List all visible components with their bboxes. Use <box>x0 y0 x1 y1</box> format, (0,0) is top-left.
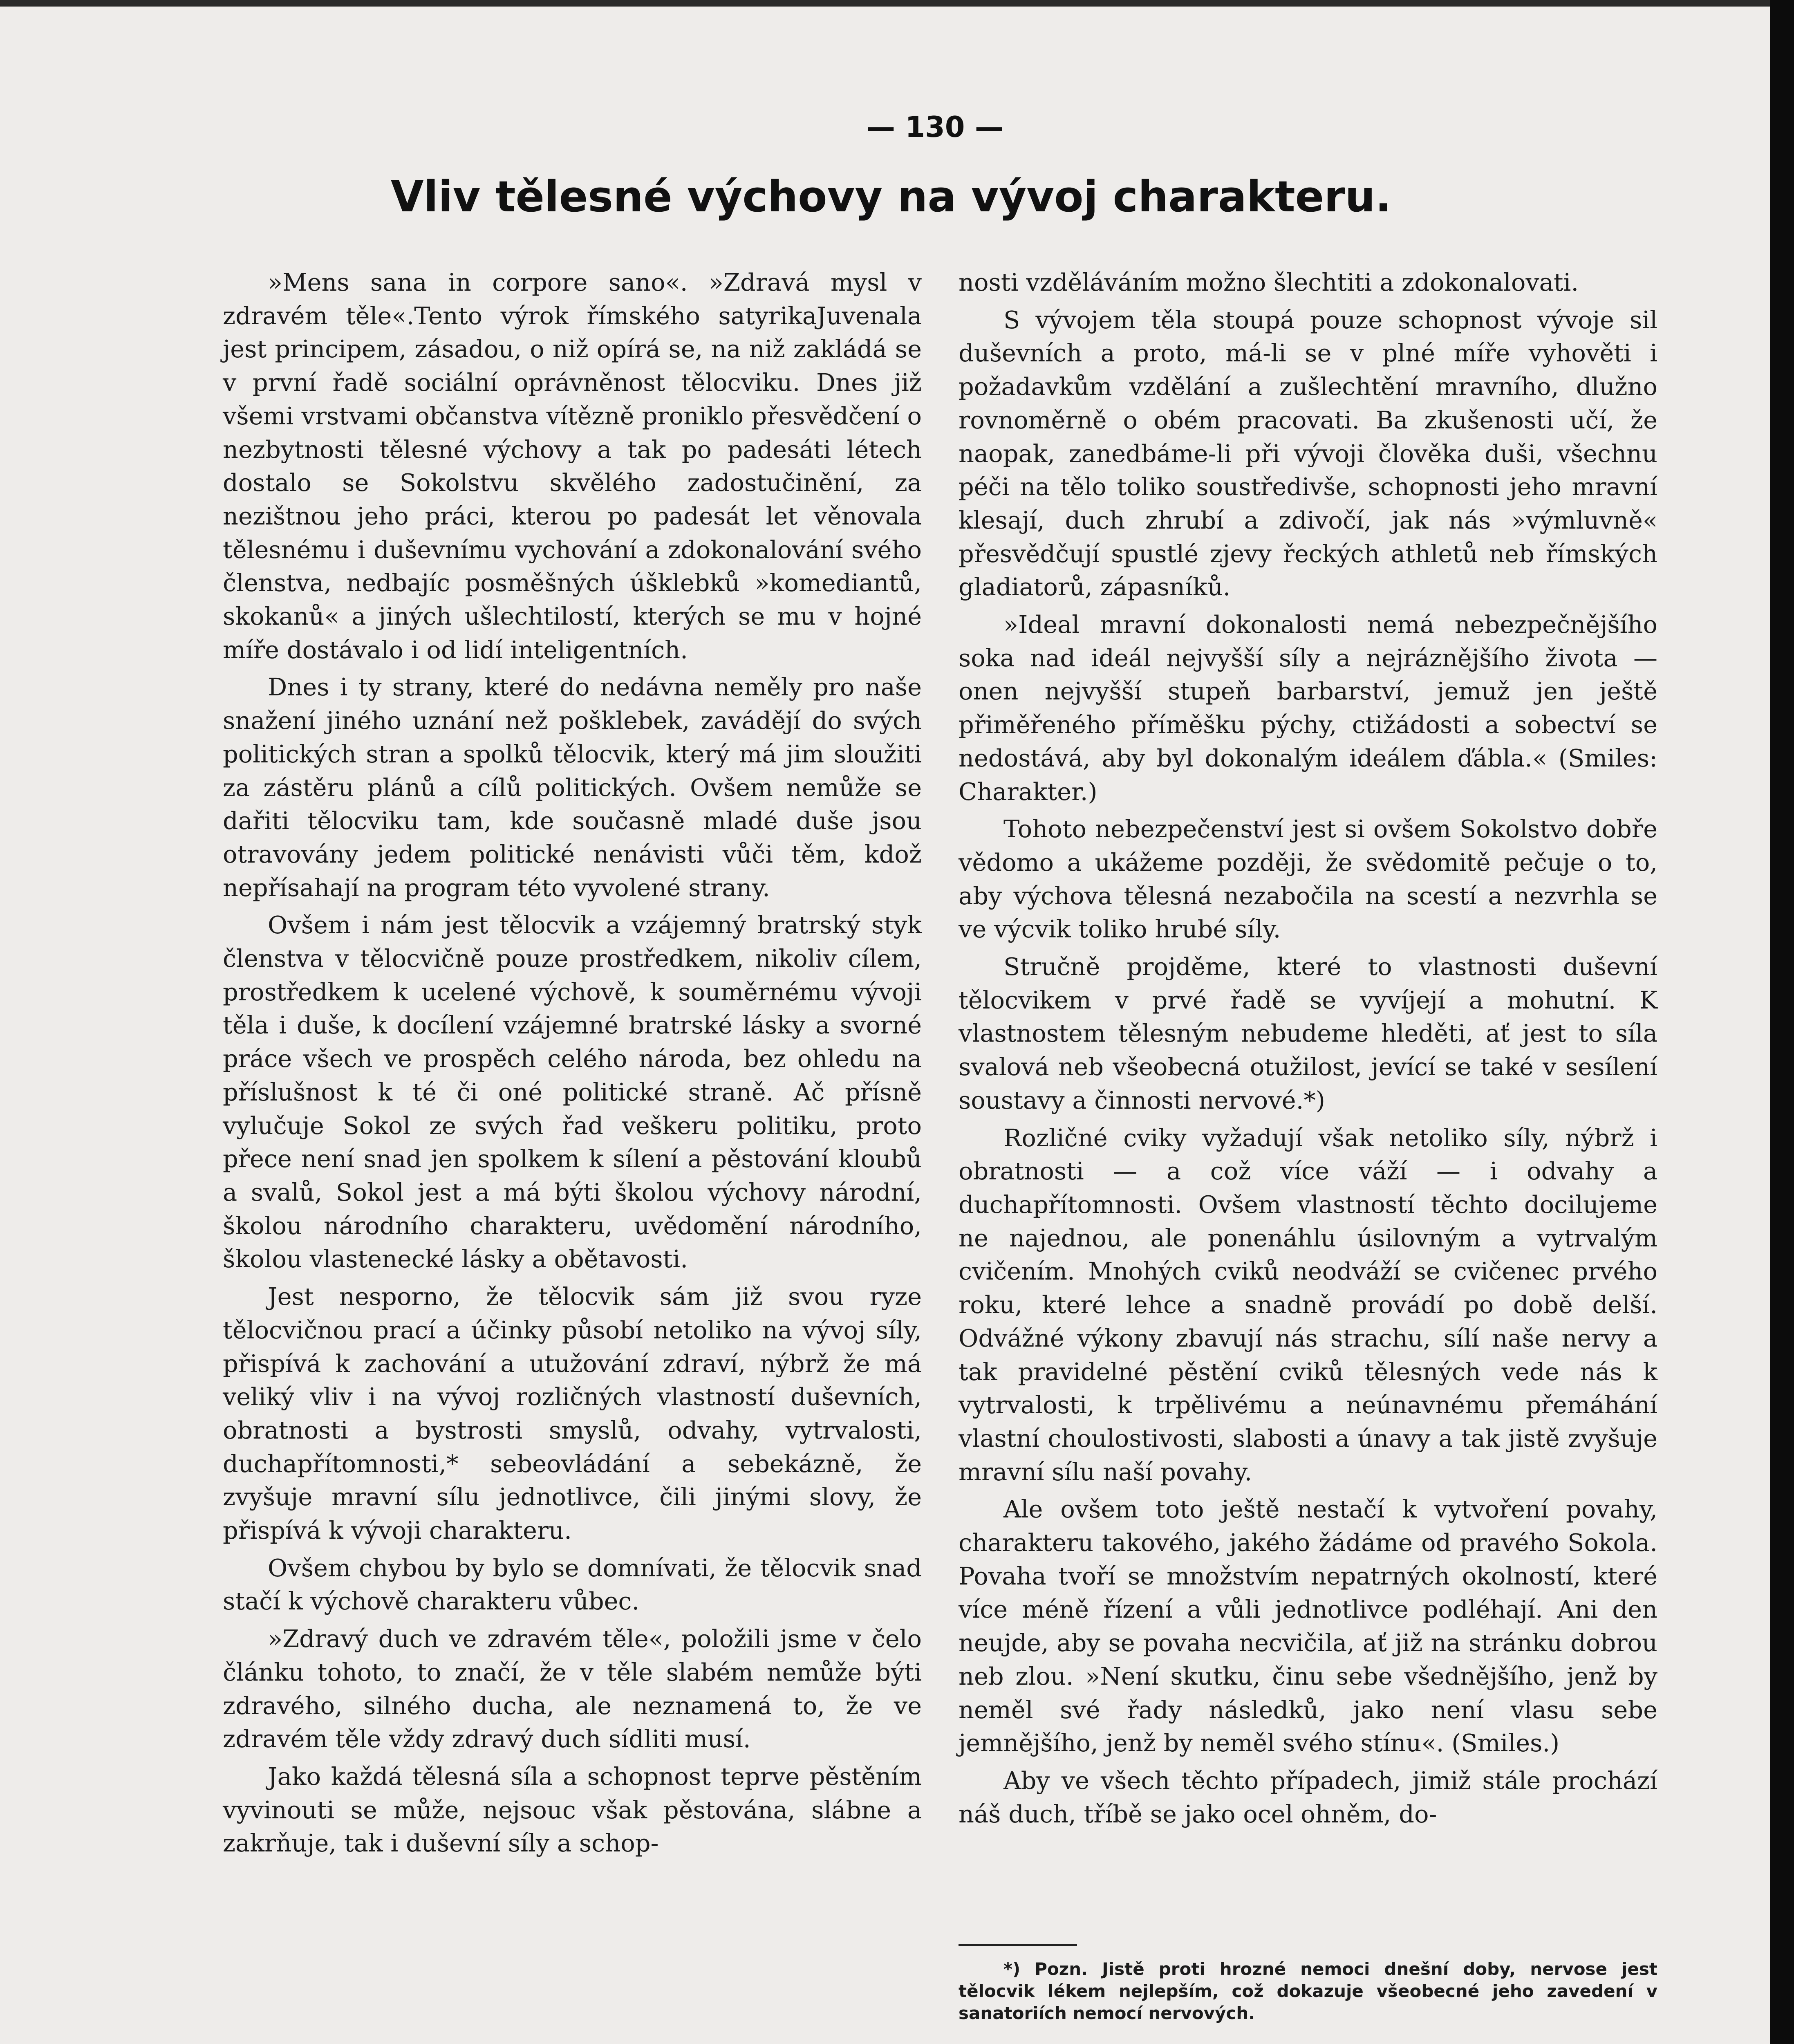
paragraph: Ale ovšem toto ještě nestačí k vytvoření povahy, charakteru takového, jakého žádáme od pravého Sokola. Povaha tvoří se množstvím nepatrných okolností, které více méně řízení a vůli jednotlivce podléhají. Ani den neujde, aby se povaha necvičila, ať již na stránku dobrou neb zlou. »Není skutku, činu sebe všednějšího, jenž by neměl své řady následků, jako není vlasu sebe jemnějšího, jenž by neměl svého stínu«. (Smiles.) <box>959 1495 1657 1757</box>
paragraph: »Ideal mravní dokonalosti nemá nebezpečnějšího soka nad ideál nejvyšší síly a nejráznějšího života — onen nejvyšší stupeň barbarství, jemuž jen ještě přiměřeného příměšku pýchy, ctižádosti a sobectví se nedostává, aby byl dokonalým ideálem ďábla.« (Smiles: Charakter.) <box>959 610 1657 806</box>
right-column <box>959 266 1657 1835</box>
footnote: *) Pozn. Jistě proti hrozné nemoci dnešní doby, nervose jest tělocvik lékem nejlepším, což dokazuje všeobecné jeho zavedení v sanatoriích nemocí nervových. <box>959 1959 1657 2023</box>
page-number: — 130 — <box>867 110 1003 144</box>
paragraph: Ovšem chybou by bylo se domnívati, že tělocvik snad stačí k výchově charakteru vůbec. <box>223 1553 922 1616</box>
paragraph: Jako každá tělesná síla a schopnost teprve pěstěním vyvinouti se může, nejsouc však pěstována, slábne a zakrňuje, tak i duševní síly a schop- <box>223 1762 922 1858</box>
paragraph: Dnes i ty strany, které do nedávna neměly pro naše snažení jiného uznání než pošklebek, zavádějí do svých politických stran a spolků tělocvik, který má jim sloužiti za zástěru plánů a cílů politických. Ovšem nemůže se dařiti tělocviku tam, kde současně mladé duše jsou otravovány jedem politické nenávisti vůči těm, kdož nepřísahají na program této vyvolené strany. <box>223 673 922 902</box>
paragraph: Rozličné cviky vyžadují však netoliko síly, nýbrž i obratnosti — a což více váží — i odvahy a duchapřítomnosti. Ovšem vlastností těchto docilujeme ne najednou, ale ponenáhlu úsilovným a vytrvalým cvičením. Mnohých cviků neodváží se cvičenec prvého roku, které lehce a snadně provádí po době delší. Odvážné výkony zbavují nás strachu, sílí naše nervy a tak pravidelné pěstění cviků tělesných vede nás k vytrvalosti, k trpělivému a neúnavnému přemáhání vlastní choulostivosti, slabosti a únavy a tak jistě zvyšuje mravní sílu naší povahy. <box>959 1123 1657 1486</box>
article-title: Vliv tělesné výchovy na vývoj charakteru. <box>390 172 1392 222</box>
paragraph: Tohoto nebezpečenství jest si ovšem Sokolstvo dobře vědomo a ukážeme později, že svědomitě pečuje o to, aby výchova tělesná nezabočila na scestí a nezvrhla se ve výcvik toliko hrubé síly. <box>959 815 1657 944</box>
footnote-divider <box>959 1944 1077 1946</box>
scan-edge-right <box>1770 0 1794 2044</box>
paragraph: Stručně projděme, které to vlastnosti duševní tělocvikem v prvé řadě se vyvíjejí a mohutní. K vlastnostem tělesným nebudeme hleděti, ať jest to síla svalová neb všeobecná otužilost, jevící se také v sesílení soustavy a činnosti nervové.*) <box>959 953 1657 1114</box>
left-column <box>223 266 922 1864</box>
paragraph: Aby ve všech těchto případech, jimiž stále prochází náš duch, tříbě se jako ocel ohněm, do- <box>959 1766 1657 1828</box>
paragraph: »Zdravý duch ve zdravém těle«, položili jsme v čelo článku tohoto, to značí, že v těle slabém nemůže býti zdravého, silného ducha, ale neznamená to, že ve zdravém těle vždy zdravý duch sídliti musí. <box>223 1625 922 1753</box>
paragraph-continuation: nosti vzděláváním možno šlechtiti a zdokonalovati. <box>959 268 1579 296</box>
paragraph: Jest nesporno, že tělocvik sám již svou ryze tělocvičnou prací a účinky působí netoliko na vývoj síly, přispívá k zachování a utužování zdraví, nýbrž že má veliký vliv i na vývoj rozličných vlastností duševních, obratnosti a bystrosti smyslů, odvahy, vytrvalosti, duchapřítomnosti,* sebeovládání a sebekázně, že zvyšuje mravní sílu jednotlivce, čili jinými slovy, že přispívá k vývoji charakteru. <box>223 1282 922 1545</box>
paragraph: »Mens sana in corpore sano«. »Zdravá mysl v zdravém těle«.Tento výrok římského satyrikaJuvenala jest principem, zásadou, o niž opírá se, na niž zakládá se v první řadě sociální oprávněnost tělocviku. Dnes již všemi vrstvami občanstva vítězně proniklo přesvědčení o nezbytnosti tělesné výchovy a tak po padesáti létech dostalo se Sokolstvu skvělého zadostučinění, za nezištnou jeho práci, kterou po padesát let věnovala tělesnému i duševnímu vychování a zdokonalování svého členstva, nedbajíc posměšných úšklebků »komediantů, skokanů« a jiných ušlechtilostí, kterých se mu v hojné míře dostávalo i od lidí inteligentních. <box>223 268 922 664</box>
paragraph: Ovšem i nám jest tělocvik a vzájemný bratrský styk členstva v tělocvičně pouze prostředkem, nikoliv cílem, prostředkem k ucelené výchově, k souměrnému vývoji těla i duše, k docílení vzájemné bratrské lásky a svorné práce všech ve prospěch celého národa, bez ohledu na příslušnost k té či oné politické straně. Ač přísně vylučuje Sokol ze svých řad veškeru politiku, proto přece není snad jen spolkem k sílení a pěstování kloubů a svalů, Sokol jest a má býti školou výchovy národní, školou národního charakteru, uvědomění národního, školou vlastenecké lásky a obětavosti. <box>223 911 922 1273</box>
scan-edge-top <box>0 0 1770 7</box>
paragraph: S vývojem těla stoupá pouze schopnost vývoje sil duševních a proto, má-li se v plné míře vyhověti i požadavkům vzdělání a zušlechtění mravního, dlužno rovnoměrně o obém pracovati. Ba zkušenosti učí, že naopak, zanedbáme-li při vývoji člověka duši, všechnu péči na tělo toliko soustředivše, schopnosti jeho mravní klesají, duch zhrubí a zdivočí, jak nás »výmluvně« přesvědčují spustlé zjevy řeckých athletů neb římských gladiatorů, zápasníků. <box>959 305 1657 601</box>
